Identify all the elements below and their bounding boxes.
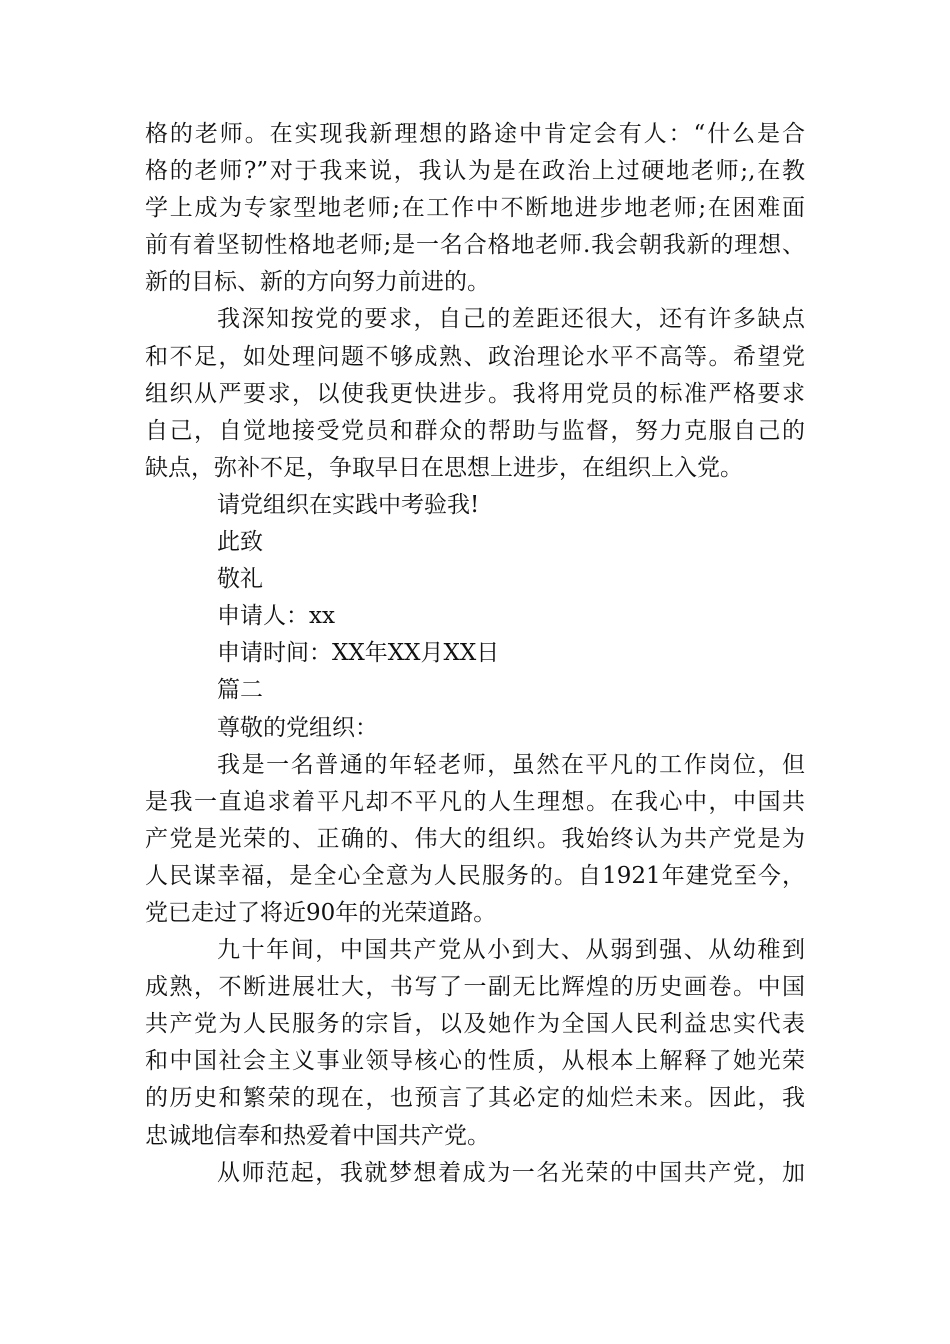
text-line: 请党组织在实践中考验我! [217, 491, 480, 518]
text-line: 新的目标、新的方向努力前进的。 [145, 269, 490, 296]
text-line: 申请人：xx [217, 603, 335, 630]
text-line: 格的老师?”对于我来说，我认为是在政治上过硬地老师;,在教 [145, 158, 805, 185]
text-line: 九十年间，中国共产党从小到大、从弱到强、从幼稚到 [217, 937, 805, 964]
text-line: 前有着坚韧性格地老师;是一名合格地老师.我会朝我新的理想、 [145, 232, 805, 259]
text-line: 忠诚地信奉和热爱着中国共产党。 [145, 1122, 490, 1149]
text-line: 此致 [217, 529, 263, 556]
text-line: 我深知按党的要求，自己的差距还很大，还有许多缺点 [217, 306, 805, 333]
text-line: 学上成为专家型地老师;在工作中不断地进步地老师;在困难面 [145, 195, 805, 222]
text-line: 缺点，弥补不足，争取早日在思想上进步，在组织上入党。 [145, 454, 743, 481]
text-line: 从师范起，我就梦想着成为一名光荣的中国共产党，加 [217, 1159, 805, 1186]
text-line: 篇二 [217, 677, 263, 704]
text-line: 和不足，如处理问题不够成熟、政治理论水平不高等。希望党 [145, 343, 805, 370]
text-line: 格的老师。在实现我新理想的路途中肯定会有人：“什么是合 [145, 121, 805, 147]
text-line: 党已走过了将近90年的光荣道路。 [145, 899, 497, 926]
text-line: 组织从严要求，以使我更快进步。我将用党员的标准严格要求 [145, 380, 805, 407]
text-line: 申请时间：XX年XX月XX日 [217, 640, 500, 667]
text-line: 尊敬的党组织： [217, 714, 378, 741]
text-line: 的历史和繁荣的现在，也预言了其必定的灿烂未来。因此，我 [145, 1085, 805, 1112]
text-line: 人民谋幸福，是全心全意为人民服务的。自1921年建党至今， [145, 862, 805, 889]
text-line: 产党是光荣的、正确的、伟大的组织。我始终认为共产党是为 [145, 825, 805, 852]
text-line: 成熟，不断进展壮大，书写了一副无比辉煌的历史画卷。中国 [145, 974, 805, 1001]
text-line: 敬礼 [217, 566, 263, 593]
text-line: 我是一名普通的年轻老师，虽然在平凡的工作岗位，但 [217, 751, 805, 778]
text-line: 共产党为人民服务的宗旨，以及她作为全国人民利益忠实代表 [145, 1011, 805, 1038]
text-line: 是我一直追求着平凡却不平凡的人生理想。在我心中，中国共 [145, 788, 805, 815]
text-line: 自己，自觉地接受党员和群众的帮助与监督，努力克服自己的 [145, 417, 805, 444]
document-body [145, 116, 805, 1192]
text-line: 和中国社会主义事业领导核心的性质，从根本上解释了她光荣 [145, 1048, 805, 1075]
